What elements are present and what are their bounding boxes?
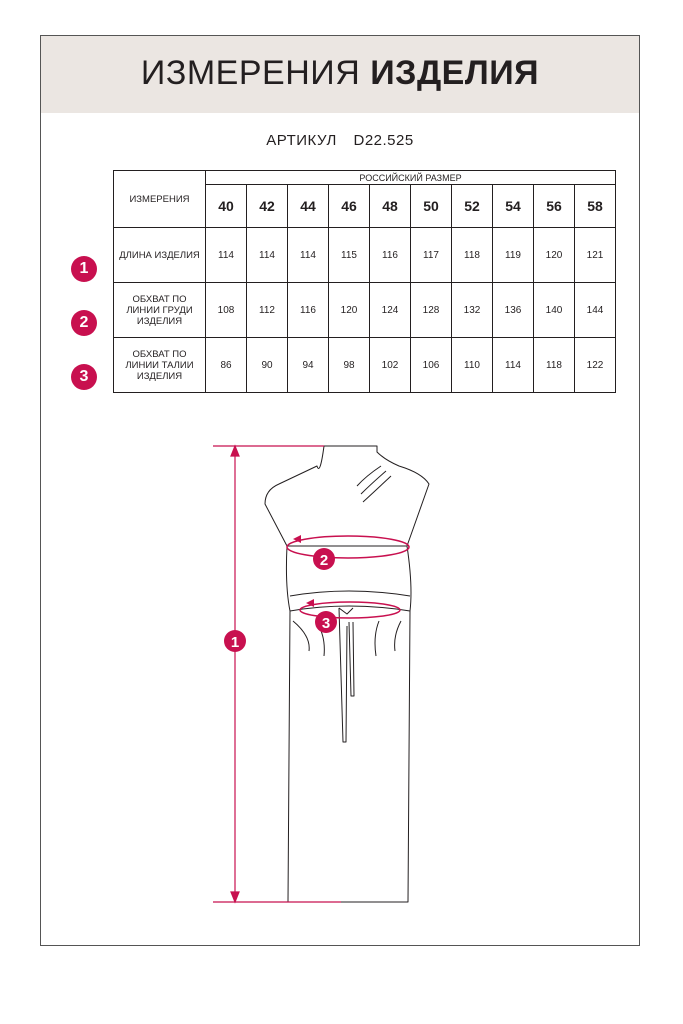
table-cell: 120 [534,228,575,283]
size-header: 44 [288,185,329,228]
waist-measure [300,599,400,618]
table-cell: 120 [329,283,370,338]
measure-header: ИЗМЕРЕНИЯ [114,171,206,228]
dress-diagram [41,36,639,945]
table-cell: 114 [206,228,247,283]
table-cell: 122 [575,338,616,393]
table-cell: 144 [575,283,616,338]
length-measure [213,446,341,902]
table-cell: 110 [452,338,493,393]
size-chart-frame [40,35,640,946]
row-label: ОБХВАТ ПО ЛИНИИ ГРУДИ ИЗДЕЛИЯ [114,283,206,338]
title-bold: ИЗДЕЛИЯ [370,54,540,92]
size-header: 56 [534,185,575,228]
size-header: 48 [370,185,411,228]
table-cell: 118 [452,228,493,283]
size-header: 46 [329,185,370,228]
row-marker-3: 3 [71,364,97,390]
table-cell: 114 [288,228,329,283]
row-marker-2: 2 [71,310,97,336]
table-cell: 116 [370,228,411,283]
table-cell: 136 [493,283,534,338]
table-cell: 128 [411,283,452,338]
table-cell: 132 [452,283,493,338]
dress-outline [265,446,429,902]
row-label: ОБХВАТ ПО ЛИНИИ ТАЛИИ ИЗДЕЛИЯ [114,338,206,393]
size-header: 52 [452,185,493,228]
size-header: 50 [411,185,452,228]
table-cell: 112 [247,283,288,338]
size-header: 40 [206,185,247,228]
table-cell: 94 [288,338,329,393]
table-cell: 108 [206,283,247,338]
article-label: АРТИКУЛ [266,132,337,149]
marker-1-label: 1 [230,634,240,651]
marker-3-label: 3 [321,615,331,632]
diagram-marker-3 [315,611,337,633]
table-cell: 106 [411,338,452,393]
table-cell: 118 [534,338,575,393]
table-cell: 121 [575,228,616,283]
marker-2-label: 2 [319,552,329,569]
table-cell: 124 [370,283,411,338]
size-header: 58 [575,185,616,228]
table-cell: 114 [247,228,288,283]
diagram-marker-2 [313,548,335,570]
article-code: D22.525 [353,132,414,149]
table-cell: 116 [288,283,329,338]
table-cell: 119 [493,228,534,283]
diagram-marker-1 [224,630,246,652]
size-header: 42 [247,185,288,228]
table-cell: 117 [411,228,452,283]
title-light: ИЗМЕРЕНИЯ [140,54,361,92]
row-label: ДЛИНА ИЗДЕЛИЯ [114,228,206,283]
row-marker-1: 1 [71,256,97,282]
table-cell: 115 [329,228,370,283]
table-cell: 140 [534,283,575,338]
table-cell: 86 [206,338,247,393]
table-cell: 90 [247,338,288,393]
table-cell: 98 [329,338,370,393]
table-cell: 114 [493,338,534,393]
size-group-header: РОССИЙСКИЙ РАЗМЕР [206,171,616,185]
size-header: 54 [493,185,534,228]
table-cell: 102 [370,338,411,393]
